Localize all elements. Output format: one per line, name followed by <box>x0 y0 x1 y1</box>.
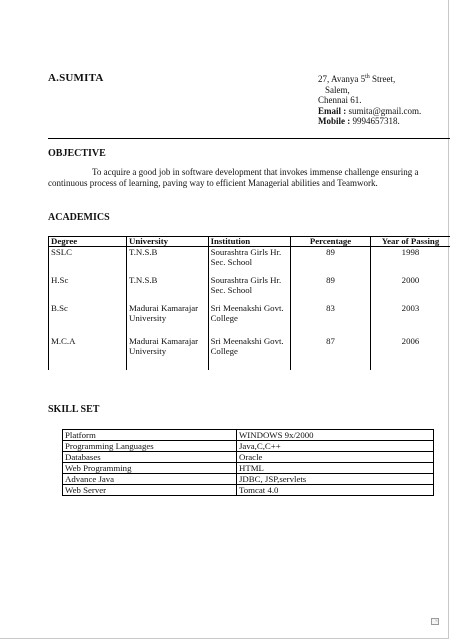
col-institution: Institution <box>208 237 291 247</box>
table-row <box>49 247 450 276</box>
academics-header-row <box>49 237 450 247</box>
skill-value: Tomcat 4.0 <box>237 485 434 496</box>
skill-category: Platform <box>63 430 237 441</box>
table-row <box>49 275 450 303</box>
email-label: Email : <box>318 105 347 116</box>
cell-university: T.N.S.B <box>126 247 208 276</box>
mobile-line <box>318 116 421 127</box>
skillset-table <box>62 429 434 496</box>
page-curl-icon <box>431 618 439 625</box>
cell-university: T.N.S.B <box>126 275 208 303</box>
table-row <box>63 430 434 441</box>
col-degree: Degree <box>49 237 127 247</box>
mobile-label: Mobile : <box>318 116 351 126</box>
objective-text: To acquire a good job in software development that invokes immense challenge ensuring a continuous process of learning, paving way to efficient Managerial abilities and Teamwork. <box>48 167 419 188</box>
contact-block <box>318 72 421 127</box>
skill-category: Web Server <box>63 485 237 496</box>
cell-degree: M.C.A <box>49 336 127 370</box>
candidate-name: A.SUMITA <box>48 72 104 84</box>
academics-heading: ACADEMICS <box>48 212 110 223</box>
table-row <box>63 474 434 485</box>
cell-institution: Sri Meenakshi Govt. College <box>208 336 291 370</box>
cell-percentage: 87 <box>291 336 371 370</box>
cell-institution: Sourashtra Girls Hr. Sec. School <box>208 275 291 303</box>
skill-value: JDBC, JSP,servlets <box>237 474 434 485</box>
skill-category: Advance Java <box>63 474 237 485</box>
skillset-heading: SKILL SET <box>48 404 100 415</box>
cell-year: 2003 <box>370 303 450 336</box>
cell-university: Madurai Kamarajar University <box>126 336 208 370</box>
table-row <box>63 463 434 474</box>
cell-degree: B.Sc <box>49 303 127 336</box>
email-value[interactable]: sumita@gmail.com. <box>348 105 422 116</box>
skill-value: WINDOWS 9x/2000 <box>237 430 434 441</box>
cell-institution: Sri Meenakshi Govt. College <box>208 303 291 336</box>
skill-value: HTML <box>237 463 434 474</box>
cell-percentage: 89 <box>291 247 371 276</box>
address-line-1: 27, Avanya 5th Street, <box>318 74 396 84</box>
skill-category: Programming Languages <box>63 441 237 452</box>
address-line-2: Salem, <box>325 84 350 95</box>
academics-table <box>48 236 450 370</box>
skill-category: Databases <box>63 452 237 463</box>
skill-value: Oracle <box>237 452 434 463</box>
cell-university: Madurai Kamarajar University <box>126 303 208 336</box>
table-row <box>49 303 450 336</box>
skill-value: Java,C,C++ <box>237 441 434 452</box>
cell-year: 2006 <box>370 336 450 370</box>
mobile-value: 9994657318. <box>352 116 400 126</box>
email-line <box>318 106 421 117</box>
address-line-3: Chennai 61. <box>318 95 362 105</box>
header-divider <box>48 138 450 139</box>
cell-year: 2000 <box>370 275 450 303</box>
col-university: University <box>126 237 208 247</box>
cell-percentage: 83 <box>291 303 371 336</box>
cell-percentage: 89 <box>291 275 371 303</box>
col-year: Year of Passing <box>370 237 450 247</box>
cell-degree: H.Sc <box>49 275 127 303</box>
skill-category: Web Programming <box>63 463 237 474</box>
table-row <box>49 336 450 370</box>
col-percentage: Percentage <box>291 237 371 247</box>
cell-year: 1998 <box>370 247 450 276</box>
cell-degree: SSLC <box>49 247 127 276</box>
table-row <box>63 452 434 463</box>
table-row <box>63 441 434 452</box>
table-row <box>63 485 434 496</box>
objective-heading: OBJECTIVE <box>48 148 106 159</box>
cell-institution: Sourashtra Girls Hr. Sec. School <box>208 247 291 276</box>
